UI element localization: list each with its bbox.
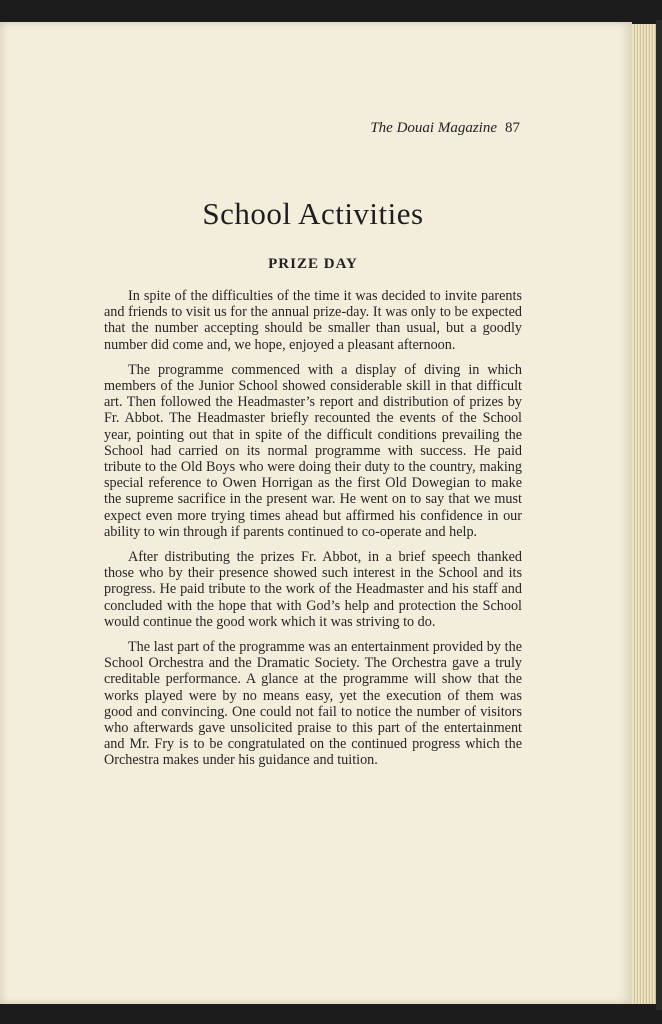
paragraph: After distributing the prizes Fr. Abbot, in a brief speech thanked those who by their presence showed such interest in the School and its progress. He paid tribute to the work of the Headmaster and his staff and concluded with the hope that with God’s help and protection the School would continue the good work which it was striving to do. — [104, 549, 522, 630]
paragraph: The programme commenced with a display of diving in which members of the Junior School showed considerable skill in that difficult art. Then followed the Headmaster’s report and distribution of prizes by Fr. Abbot. The Headmaster briefly recounted the events of the School year, pointing out that in spite of the difficult conditions prevailing the School had carried on its normal programme with success. He paid tribute to the Old Boys who were doing their duty to the country, making special reference to Owen Horrigan as the first Old Dowegian to make the supreme sacrifice in the present war. He went on to say that we must expect even more trying times ahead but affirmed his confidence in our ability to win through if parents continued to co-operate and help. — [104, 361, 522, 540]
magazine-name: The Douai Magazine — [370, 120, 497, 136]
paragraph: The last part of the programme was an entertainment provided by the School Orchestra and the Dramatic Society. The Orchestra gave a truly creditable performance. A glance at the programme will show that the works played were by no means easy, yet the execution of them was good and convincing. One could not fail to notice the number of visitors who afterwards gave unsolicited praise to this part of the entertainment and Mr. Fry is to be congratulated on the continued progress which the Orchestra makes under his guidance and tuition. — [104, 639, 522, 769]
page-edges — [630, 24, 658, 1004]
page-title: School Activities — [202, 196, 424, 231]
article-body — [104, 288, 522, 769]
running-head — [330, 120, 520, 137]
page-number: 87 — [505, 120, 520, 136]
page-edge-shadow — [656, 20, 662, 1010]
paragraph: In spite of the difficulties of the time it was decided to invite parents and friends to visit us for the annual prize-day. It was only to be expected that the number accepting should be smaller than usual, but a goodly number did come and, we hope, enjoyed a pleasant afternoon. — [104, 288, 522, 353]
section-heading: PRIZE DAY — [268, 256, 358, 272]
